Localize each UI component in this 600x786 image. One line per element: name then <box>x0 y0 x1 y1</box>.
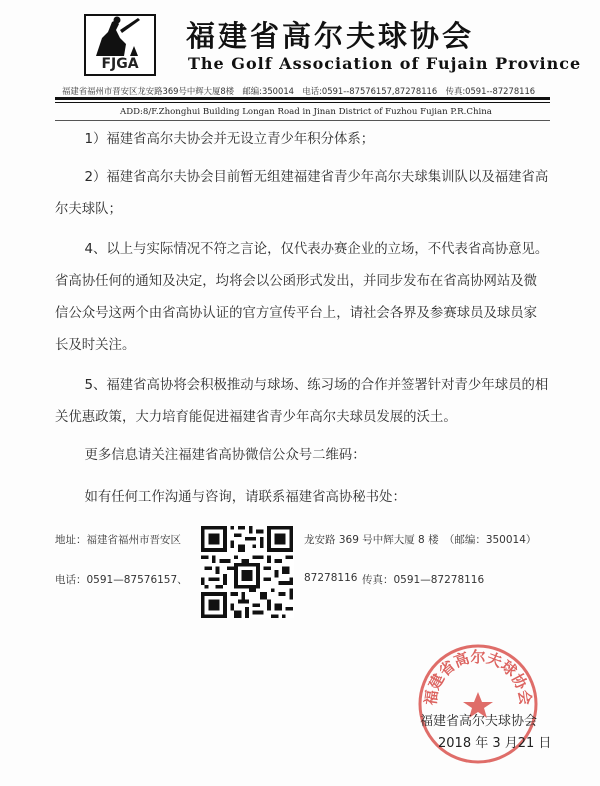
fjga-logo <box>84 14 156 76</box>
paragraph-5: 5、福建省高协将会积极推动与球场、练习场的合作并签署针对青少年球员的相关优惠政策，大力培育能促进福建省青少年高尔夫球员发展的沃土。 <box>55 378 549 425</box>
divider-thin <box>55 102 550 103</box>
paragraph-6: 更多信息请关注福建省高协微信公众号二维码： <box>84 448 366 463</box>
divider-bottom <box>55 120 550 121</box>
paragraph-2: 2）福建省高尔夫协会目前暂无组建福建省青少年高尔夫球集训队以及福建省高尔夫球队； <box>55 170 549 217</box>
letterhead-address-en: ADD:8/F.Zhonghui Building Longan Road in Jinan District of Fuzhou Fujian P.R.China <box>120 107 492 117</box>
contact-address: 地址：福建省福州市晋安区 <box>55 534 181 546</box>
signature-org: 福建省高尔夫球协会 <box>420 714 538 729</box>
paragraph-4: 4、以上与实际情况不符之言论，仅代表办赛企业的立场，不代表省高协意见。省高协任何的通知及决定，均将会以公函形式发出，并同步发布在省高协网站及微信公众号这两个由省高协认证的官方宣传平台上，请社会各界及参赛球员及球员家长及时关注。 <box>55 242 549 353</box>
wechat-qr-code[interactable] <box>200 526 294 618</box>
golfer-icon <box>86 16 154 60</box>
divider-thick <box>55 97 550 100</box>
signature-date: 2018 年 3 月21 日 <box>438 736 552 751</box>
org-name-en: The Golf Association of Fujain Province <box>188 54 582 73</box>
letterhead-address-cn: 福建省福州市晋安区龙安路369号中辉大厦8楼 邮编:350014 电话:0591--87576157,87278116 传真:0591--87278116 <box>62 86 536 96</box>
logo-text: FJGA <box>101 56 139 72</box>
contact-phone-cont: 87278116 <box>304 572 358 584</box>
contact-phone: 电话：0591—87576157、 <box>55 574 188 586</box>
contact-fax: 传真：0591—87278116 <box>362 574 485 586</box>
paragraph-1: 1）福建省高尔夫协会并无设立青少年积分体系； <box>84 132 375 147</box>
paragraph-7: 如有任何工作沟通与咨询，请联系福建省高协秘书处： <box>84 490 406 505</box>
org-name-cn: 福建省高尔夫球协会 <box>186 19 475 53</box>
seal-text: 福建省高尔夫球协会 <box>421 648 535 707</box>
contact-address-cont: 龙安路 369 号中辉大厦 8 楼 （邮编：350014） <box>304 534 537 546</box>
